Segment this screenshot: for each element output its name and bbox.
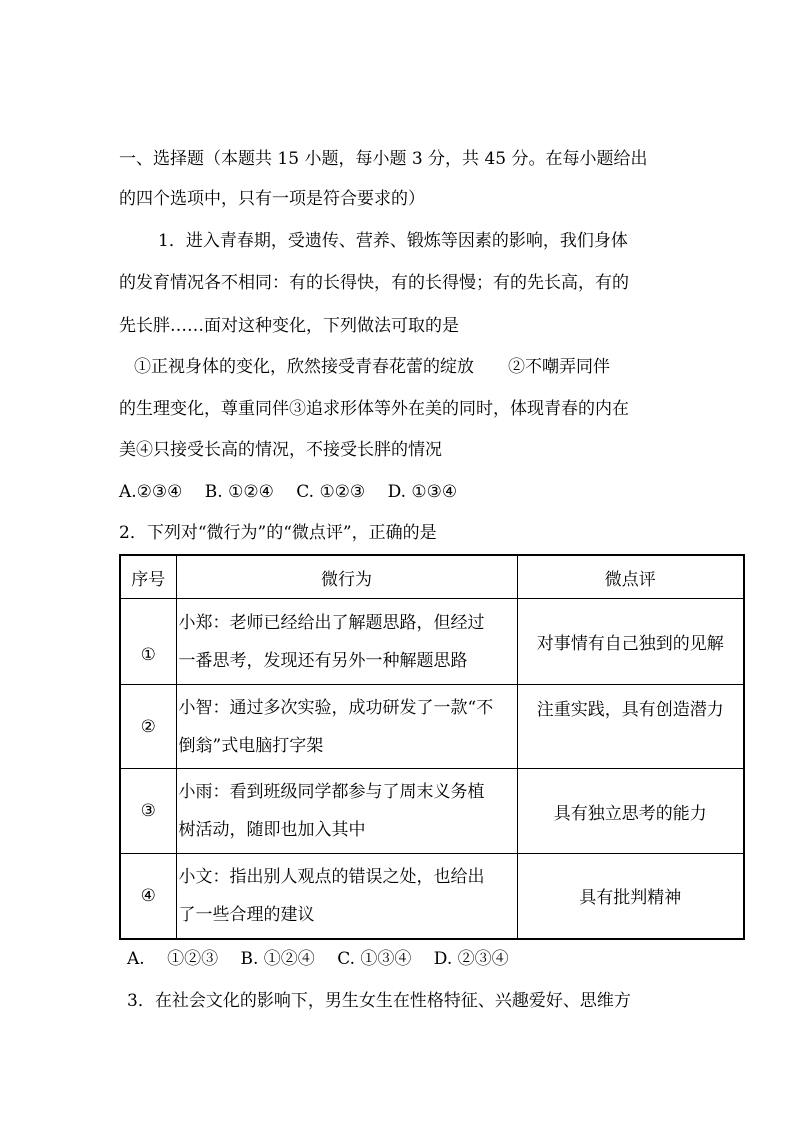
- question-1-options: A.②③④ B. ①②④ C. ①②③ D. ①③④: [119, 482, 458, 502]
- header-comment: 微点评: [517, 555, 744, 599]
- question-3-line-1: 3．在社会文化的影响下，男生女生在性格特征、兴趣爱好、思维方: [127, 991, 631, 1011]
- row-comment: 具有批判精神: [517, 854, 744, 939]
- question-2-stem: 2．下列对“微行为”的“微点评”，正确的是: [119, 523, 437, 543]
- row-behavior-line-2: 倒翁”式电脑打字架: [178, 735, 324, 756]
- review-table-grid: [119, 554, 745, 940]
- question-1-line-1: 1．进入青春期，受遗传、营养、锻炼等因素的影响，我们身体: [158, 231, 628, 251]
- section-heading-line-2: 的四个选项中，只有一项是符合要求的）: [119, 189, 425, 209]
- question-2-options: A. ①②③ B. ①②④ C. ①③④ D. ②③④: [127, 949, 509, 969]
- row-behavior-line-1: 小文：指出别人观点的错误之处，也给出: [178, 866, 485, 887]
- row-number: ①: [120, 599, 176, 685]
- question-1-line-3: 先长胖……面对这种变化，下列做法可取的是: [119, 316, 459, 336]
- row-behavior-line-1: 小雨：看到班级同学都参与了周末义务植: [178, 782, 485, 802]
- section-heading-line-1: 一、选择题（本题共 15 小题，每小题 3 分，共 45 分。在每小题给出: [119, 149, 648, 169]
- table-row: [120, 769, 744, 854]
- row-comment: 注重实践，具有创造潜力: [517, 685, 744, 769]
- row-comment: 对事情有自己独到的见解: [517, 599, 744, 685]
- question-1-line-5: 的生理变化，尊重同伴③追求形体等外在美的同时，体现青春的内在: [119, 399, 629, 419]
- question-1-line-6: 美④只接受长高的情况，不接受长胖的情况: [119, 440, 442, 460]
- row-behavior-line-2: 一番思考，发现还有另外一种解题思路: [178, 650, 468, 671]
- table-row: [120, 599, 744, 685]
- question-1-line-2: 的发育情况各不相同：有的长得快，有的长得慢；有的先长高，有的: [119, 273, 629, 293]
- row-behavior: [176, 685, 517, 769]
- table-header-row: [120, 555, 744, 599]
- row-number: ④: [120, 854, 176, 939]
- row-behavior: [176, 769, 517, 854]
- row-number: ③: [120, 769, 176, 854]
- row-behavior: [176, 854, 517, 939]
- row-behavior-line-2: 树活动，随即也加入其中: [178, 820, 366, 840]
- row-behavior: [176, 599, 517, 685]
- row-behavior-line-2: 了一些合理的建议: [178, 904, 315, 925]
- table-row: [120, 854, 744, 939]
- header-number: 序号: [120, 555, 176, 599]
- table-row: [120, 685, 744, 769]
- row-behavior-line-1: 小智：通过多次实验，成功研发了一款“不: [178, 697, 494, 718]
- question-1-line-4: ①正视身体的变化，欣然接受青春花蕾的绽放 ②不嘲弄同伴: [134, 357, 610, 377]
- row-comment: 具有独立思考的能力: [517, 769, 744, 854]
- review-table: [119, 554, 743, 938]
- row-number: ②: [120, 685, 176, 769]
- row-behavior-line-1: 小郑：老师已经给出了解题思路，但经过: [178, 612, 485, 633]
- header-behavior: 微行为: [176, 555, 517, 599]
